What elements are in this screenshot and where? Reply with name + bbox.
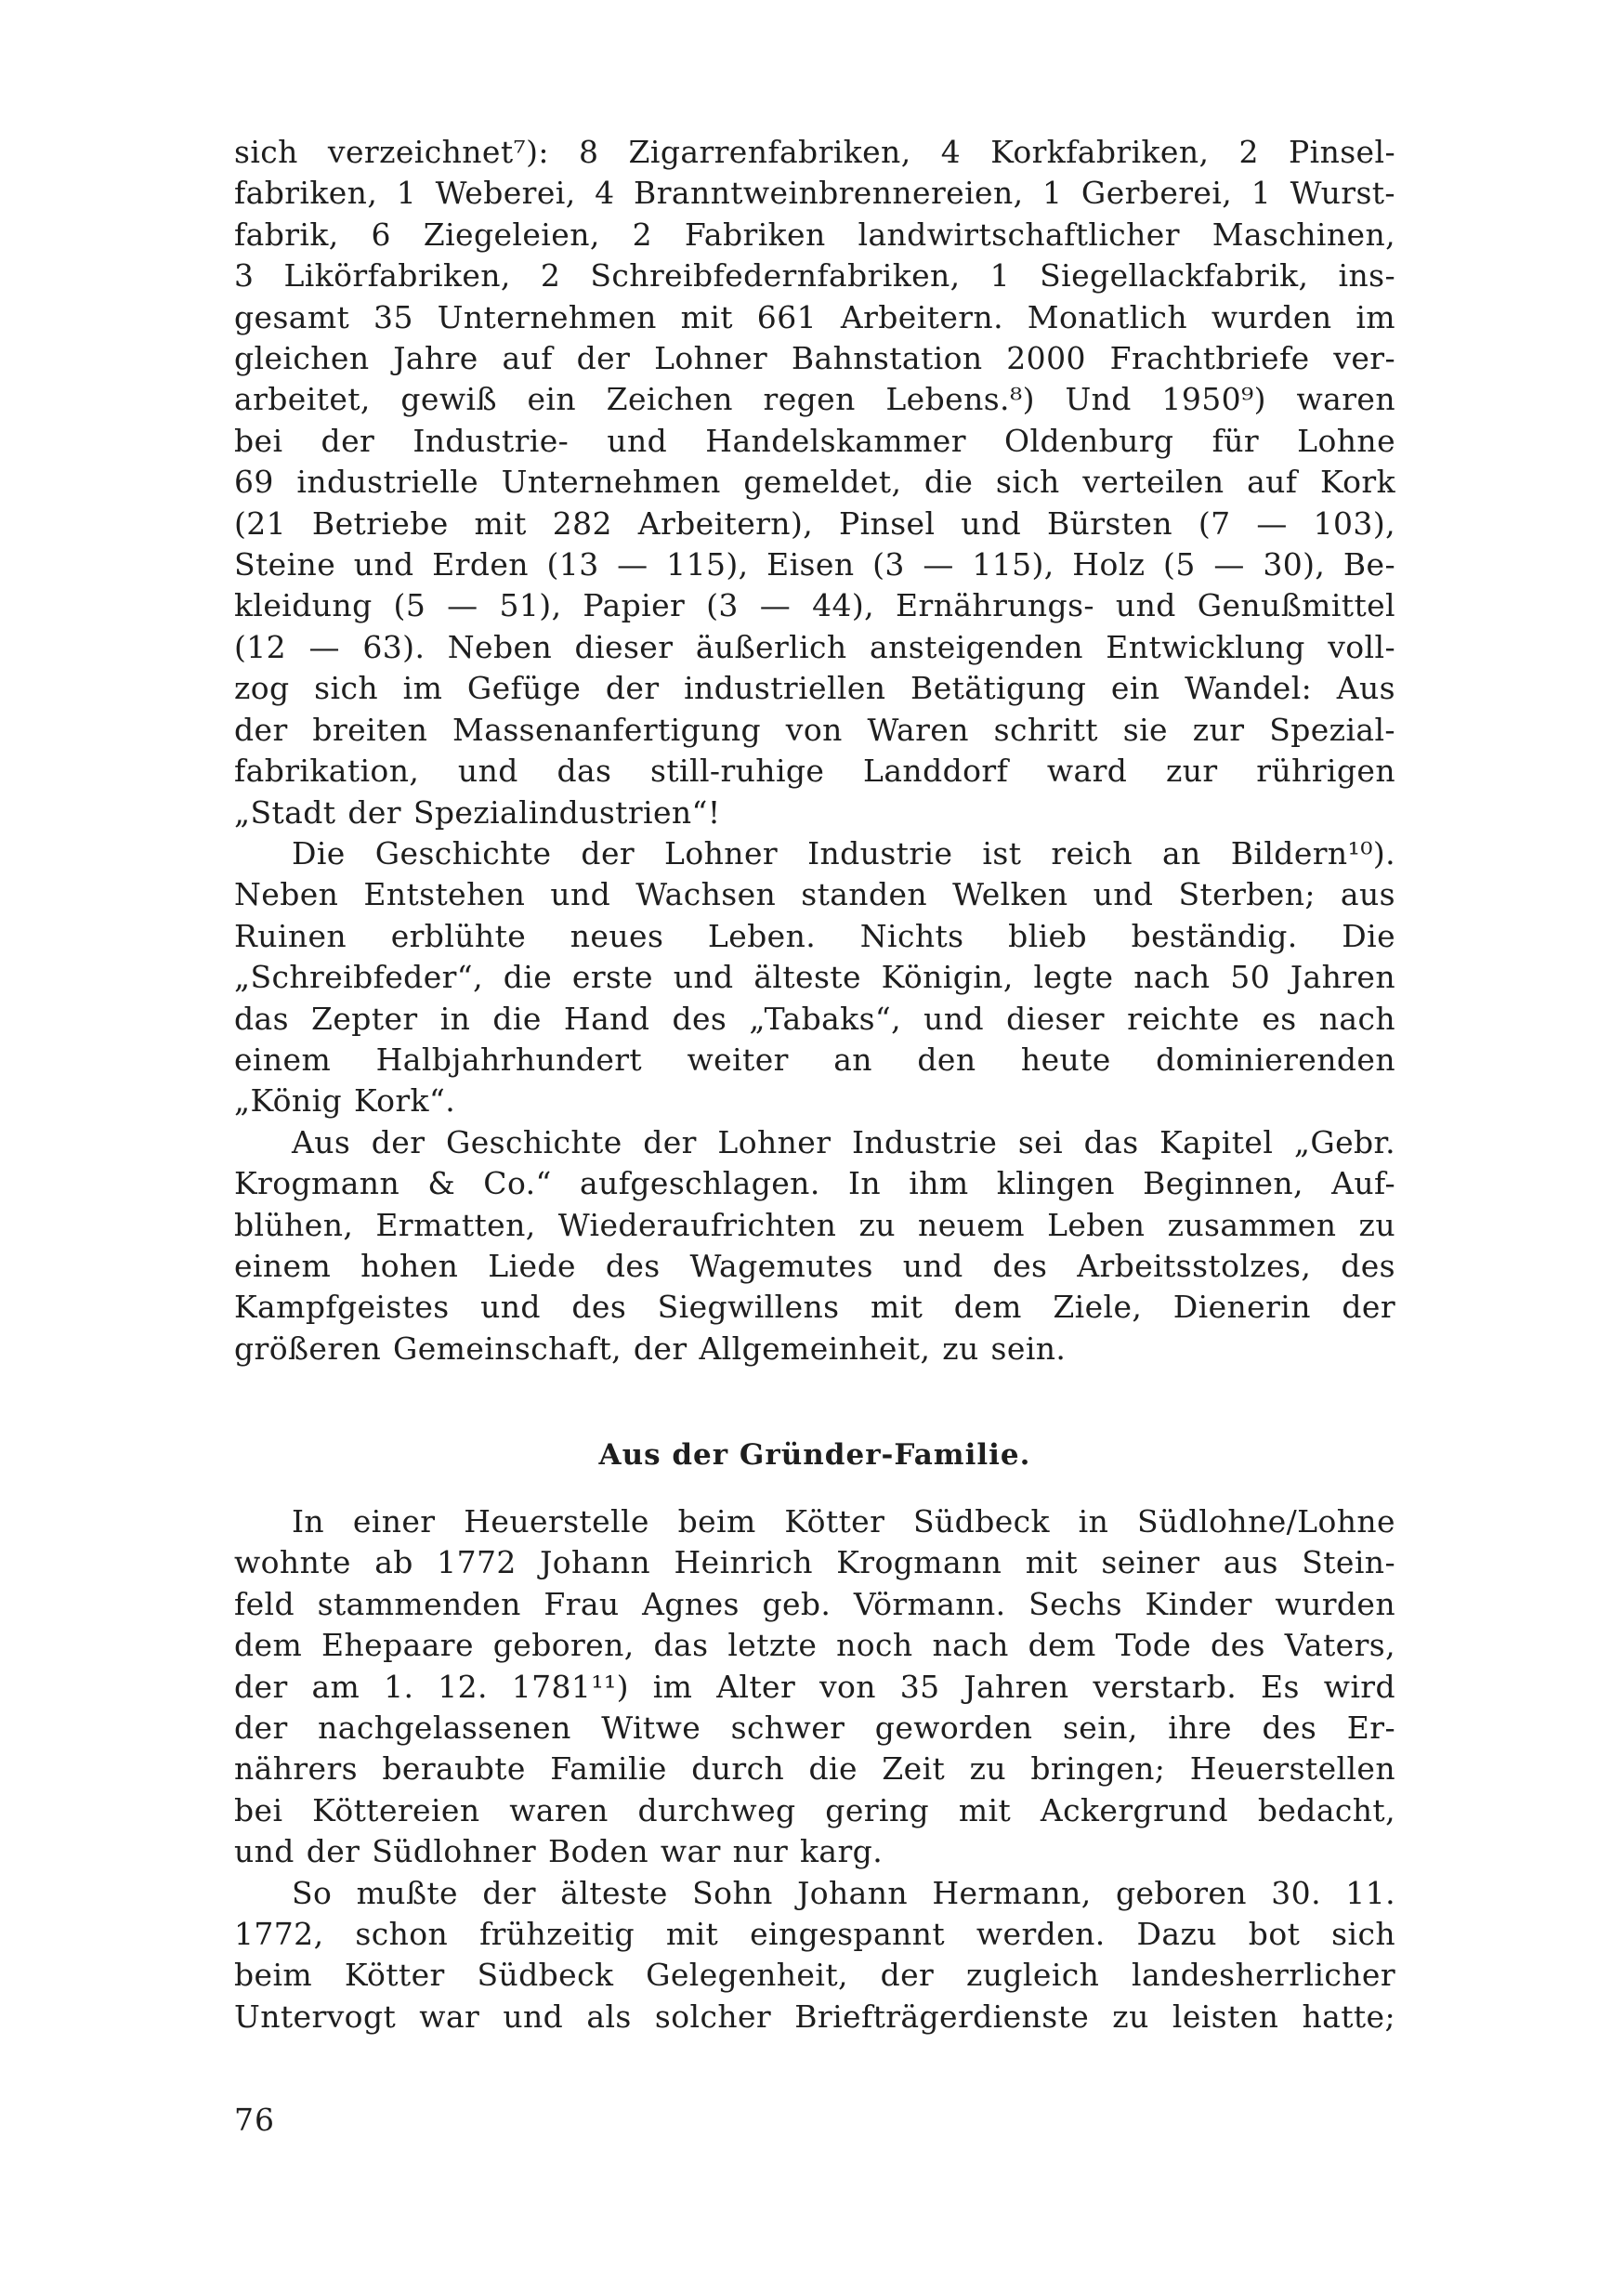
paragraph-industry-statistics [234,132,1395,833]
text-line: der am 1. 12. 1781¹¹) im Alter von 35 Jahren verstarb. Es wird [234,1668,1395,1705]
text-line: nährers beraubte Familie durch die Zeit zu bringen; Heuerstellen [234,1750,1395,1788]
text-line: 69 industrielle Unternehmen gemeldet, die sich verteilen auf Kork [234,464,1395,501]
text-block-upper [234,132,1395,1369]
text-line: feld stammenden Frau Agnes geb. Vörmann. Sechs Kinder wurden [234,1585,1395,1622]
paragraph-founder-family [234,1501,1395,1873]
text-line: Aus der Geschichte der Lohner Industrie sei das Kapitel „Gebr. [292,1123,1395,1160]
text-line: blühen, Ermatten, Wiederaufrichten zu neuem Leben zusammen zu [234,1206,1395,1243]
text-line: Untervogt war und als solcher Briefträgerdienste zu leisten hatte; [234,1998,1395,2035]
text-line: Steine und Erden (13 — 115), Eisen (3 — 115), Holz (5 — 30), Be- [234,546,1395,583]
text-line: wohnte ab 1772 Johann Heinrich Krogmann mit seiner aus Stein- [234,1544,1395,1581]
text-line: gleichen Jahre auf der Lohner Bahnstation 2000 Frachtbriefe ver- [234,340,1395,377]
text-line: (21 Betriebe mit 282 Arbeitern), Pinsel und Bürsten (7 — 103), [234,504,1395,542]
text-line: 1772, schon frühzeitig mit eingespannt werden. Dazu bot sich [234,1916,1395,1953]
section-heading: Aus der Gründer-Familie. [598,1438,1031,1472]
paragraph-eldest-son [234,1873,1395,2038]
text-line: fabrikation, und das still-ruhige Landdorf ward zur rührigen [234,753,1395,790]
text-line: der breiten Massenanfertigung von Waren schritt sie zur Spezial- [234,711,1395,748]
text-line: arbeitet, gewiß ein Zeichen regen Lebens.⁸) Und 1950⁹) waren [234,381,1395,418]
text-line: „König Kork“. [234,1082,456,1120]
text-line: Krogmann & Co.“ aufgeschlagen. In ihm klingen Beginnen, Auf- [234,1165,1395,1202]
paragraph-industry-history [234,833,1395,1122]
page-number: 76 [234,2102,275,2138]
text-line: Die Geschichte der Lohner Industrie ist reich an Bildern¹⁰). [292,834,1395,871]
text-line: einem hohen Liede des Wagemutes und des Arbeitsstolzes, des [234,1247,1395,1284]
paragraph-krogmann-chapter [234,1122,1395,1369]
text-line: fabrik, 6 Ziegeleien, 2 Fabriken landwirtschaftlicher Maschinen, [234,216,1395,253]
text-line: In einer Heuerstelle beim Kötter Südbeck in Südlohne/Lohne [292,1503,1395,1540]
text-line: „Stadt der Spezialindustrien“! [234,793,721,831]
text-line: So mußte der älteste Sohn Johann Hermann, geboren 30. 11. [292,1874,1395,1911]
text-line: Neben Entstehen und Wachsen standen Welken und Sterben; aus [234,876,1395,913]
text-line: sich verzeichnet⁷): 8 Zigarrenfabriken, 4 Korkfabriken, 2 Pinsel- [234,134,1395,170]
text-line: zog sich im Gefüge der industriellen Betätigung ein Wandel: Aus [234,670,1395,707]
text-line: und der Südlohner Boden war nur karg. [234,1833,884,1870]
text-line: fabriken, 1 Weberei, 4 Branntweinbrennereien, 1 Gerberei, 1 Wurst- [234,175,1395,212]
text-line: „Schreibfeder“, die erste und älteste Königin, legte nach 50 Jahren [234,959,1395,996]
text-line: größeren Gemeinschaft, der Allgemeinheit, zu sein. [234,1330,1067,1367]
text-line: bei Köttereien waren durchweg gering mit Ackergrund bedacht, [234,1791,1395,1828]
text-line: Kampfgeistes und des Siegwillens mit dem Ziele, Dienerin der [234,1289,1395,1326]
text-line: gesamt 35 Unternehmen mit 661 Arbeitern. Monatlich wurden im [234,298,1395,335]
text-line: (12 — 63). Neben dieser äußerlich ansteigenden Entwicklung voll- [234,628,1395,665]
text-line: kleidung (5 — 51), Papier (3 — 44), Ernährungs- und Genußmittel [234,587,1395,624]
text-line: das Zepter in die Hand des „Tabaks“, und dieser reichte es nach [234,1000,1395,1037]
text-line: bei der Industrie- und Handelskammer Oldenburg für Lohne [234,422,1395,459]
text-line: Ruinen erblühte neues Leben. Nichts blieb beständig. Die [234,917,1395,954]
text-line: einem Halbjahrhundert weiter an den heute dominierenden [234,1041,1395,1078]
text-line: beim Kötter Südbeck Gelegenheit, der zugleich landesherrlicher [234,1957,1395,1994]
text-line: 3 Likörfabriken, 2 Schreibfedernfabriken, 1 Siegellackfabrik, ins- [234,257,1395,295]
text-line: der nachgelassenen Witwe schwer geworden sein, ihre des Er- [234,1710,1395,1747]
text-line: dem Ehepaare geboren, das letzte noch nach dem Tode des Vaters, [234,1627,1395,1664]
text-block-lower [234,1501,1395,2037]
